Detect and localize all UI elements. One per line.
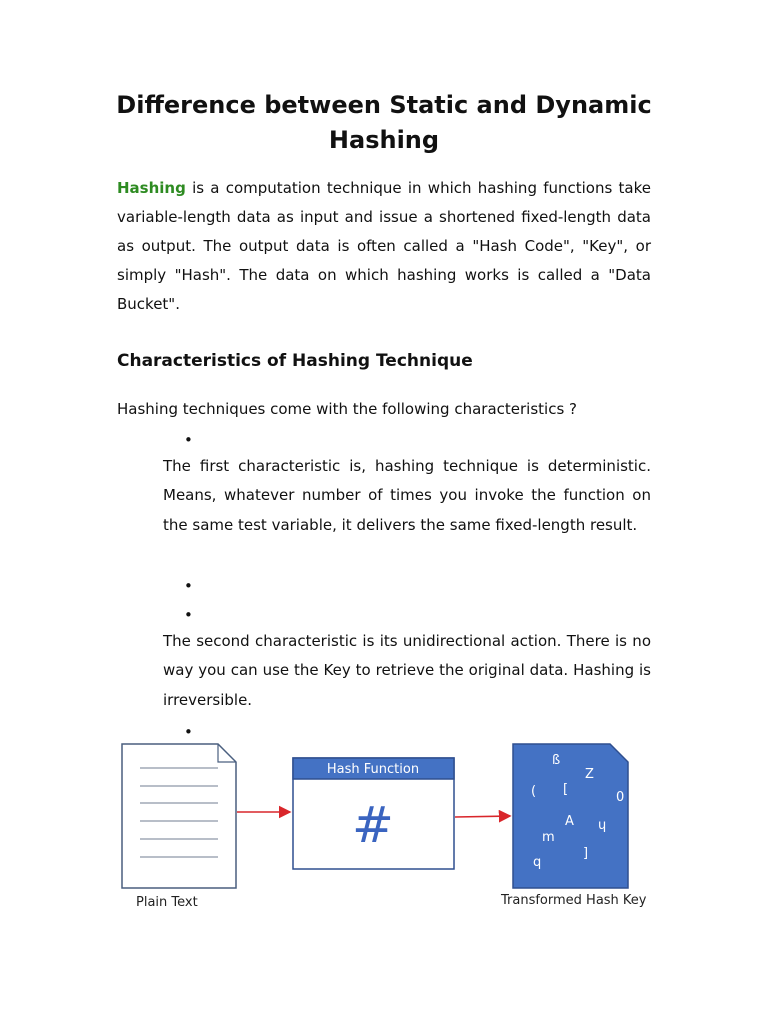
bullet-marker: • bbox=[184, 723, 193, 741]
hash-key-label: Transformed Hash Key bbox=[501, 893, 647, 908]
intro-term: Hashing bbox=[117, 179, 186, 197]
hashing-diagram bbox=[110, 738, 660, 918]
hashing-diagram-svg bbox=[110, 738, 660, 918]
hash-key-char: m bbox=[542, 830, 555, 845]
characteristic-item: The first characteristic is, hashing technique is deterministic. Means, whatever number of times you invoke the function on the same test variable, it delivers the same fixed-length result. bbox=[163, 457, 651, 534]
hash-function-label: Hash Function bbox=[326, 762, 420, 777]
hash-key-char: 0 bbox=[616, 790, 625, 805]
hash-key-char: q bbox=[533, 855, 542, 870]
plain-text-document-icon bbox=[122, 744, 236, 888]
page-title: Difference between Static and Dynamic Hashing bbox=[116, 91, 652, 154]
hash-key-char: ] bbox=[583, 846, 589, 861]
section-heading: Characteristics of Hashing Technique bbox=[117, 351, 473, 371]
intro-text: is a computation technique in which hashing functions take variable-length data as input and issue a shortened fixed-length data as output. The output data is often called a "Hash Code", "Key", or simply "Hash". The data on which hashing works is called a "Data Bucket". bbox=[117, 179, 651, 313]
hash-key-char: A bbox=[565, 814, 574, 829]
bullet-marker: • bbox=[184, 577, 193, 595]
hash-key-char: Z bbox=[585, 767, 594, 782]
output-arrow bbox=[455, 816, 510, 817]
hash-key-char: [ bbox=[563, 782, 569, 797]
hash-key-char: ɥ bbox=[598, 818, 607, 833]
hash-key-char: ( bbox=[531, 784, 537, 799]
hash-key-char: ß bbox=[552, 753, 561, 768]
section-lead: Hashing techniques come with the following characteristics ? bbox=[117, 400, 577, 418]
bullet-marker: • bbox=[184, 606, 193, 624]
plain-text-label: Plain Text bbox=[136, 895, 198, 910]
bullet-marker: • bbox=[184, 431, 193, 449]
hash-symbol-icon: # bbox=[352, 796, 394, 854]
characteristic-item: The second characteristic is its unidirectional action. There is no way you can use the Key to retrieve the original data. Hashing is irreversible. bbox=[163, 632, 651, 709]
intro-paragraph bbox=[117, 174, 651, 319]
